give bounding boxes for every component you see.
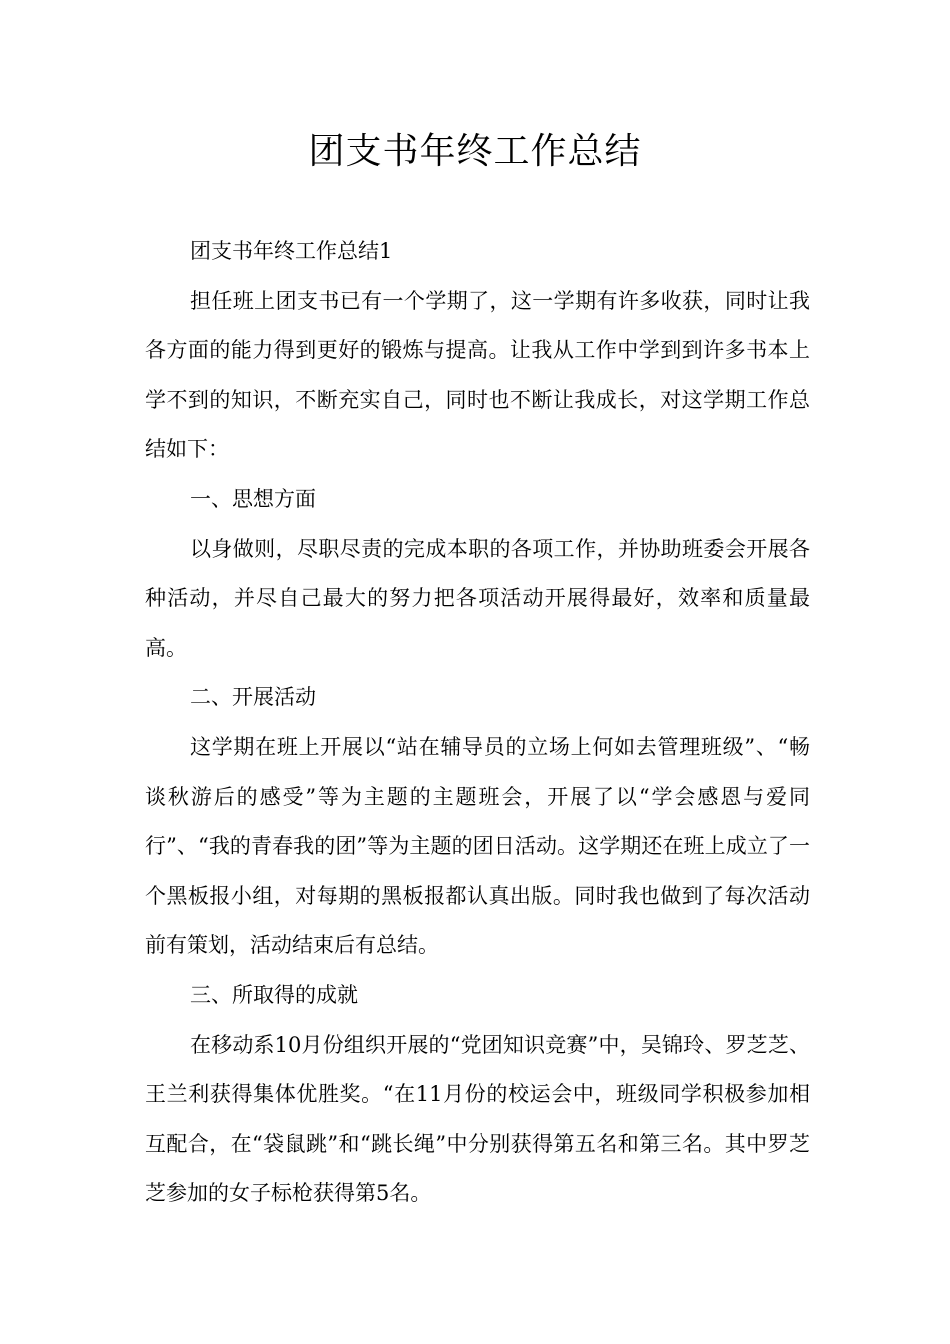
section-heading-thought: 一、思想方面 [190,486,316,511]
intro-paragraph: 担任班上团支书已有一个学期了，这一学期有许多收获，同时让我各方面的能力得到更好的锻炼与提高。让我从工作中学到到许多书本上学不到的知识，不断充实自己，同时也不断让我成长，对这学期工作总结如下： [145,288,810,462]
section-heading-activities: 二、开展活动 [190,685,316,710]
achievements-paragraph: 在移动系10月份组织开展的“党团知识竞赛”中，吴锦玲、罗芝芝、王兰利获得集体优胜奖。“在11月份的校运会中，班级同学积极参加相互配合，在“袋鼠跳”和“跳长绳”中分别获得第五名和第三名。其中罗芝芝参加的女子标枪获得第5名。 [145,1032,810,1206]
document-title: 团支书年终工作总结 [308,131,642,172]
activities-paragraph: 这学期在班上开展以“站在辅导员的立场上何如去管理班级”、“畅谈秋游后的感受”等为主题的主题班会，开展了以“学会感恩与爱同行”、“我的青春我的团”等为主题的团日活动。这学期还在班上成立了一个黑板报小组，对每期的黑板报都认真出版。同时我也做到了每次活动前有策划，活动结束后有总结。 [145,734,810,958]
section-heading-achievements: 三、所取得的成就 [190,982,358,1007]
document-body [145,227,810,1219]
section-heading-1: 团支书年终工作总结1 [190,239,393,263]
thought-paragraph: 以身做则，尽职尽责的完成本职的各项工作，并协助班委会开展各种活动，并尽自己最大的努力把各项活动开展得最好，效率和质量最高。 [145,536,810,660]
